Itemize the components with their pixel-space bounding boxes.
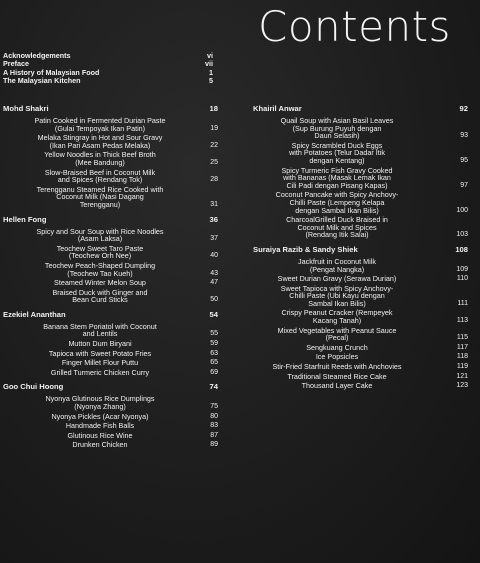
recipe-title: Tapioca with Sweet Potato Fries <box>48 348 152 358</box>
recipe-title: Mixed Vegetables with Peanut Sauce (Pecal) <box>277 325 397 343</box>
recipe-page: 69 <box>210 368 218 376</box>
chef-name: Khairil Anwar <box>253 104 302 113</box>
recipe-entry <box>253 275 468 283</box>
recipe-title: Sweet Tapioca with Spicy Anchovy- Chilli Paste (Ubi Kayu dengan Sambal Ikan Bilis) <box>280 283 394 308</box>
recipe-page: 123 <box>456 382 468 390</box>
chef-section <box>3 382 218 449</box>
recipe-entry <box>253 327 468 342</box>
recipe-page: 100 <box>456 206 468 214</box>
recipe-page: 93 <box>460 132 468 140</box>
recipe-page: 97 <box>460 181 468 189</box>
chef-section <box>3 104 218 209</box>
front-matter-page: vi <box>207 51 213 60</box>
recipe-title: Traditional Steamed Rice Cake <box>287 371 387 381</box>
recipe-entry <box>3 186 218 209</box>
recipe-page: 22 <box>210 141 218 149</box>
front-matter-page: 5 <box>209 76 213 86</box>
chef-section <box>3 310 218 377</box>
recipe-page: 117 <box>456 343 468 351</box>
chef-name: Suraiya Razib & Sandy Shiek <box>253 244 358 254</box>
recipe-entry <box>3 432 218 440</box>
recipe-title: Sweet Durian Gravy (Serawa Durian) <box>277 274 397 284</box>
recipe-entry <box>253 167 468 190</box>
recipe-entry <box>3 369 218 377</box>
recipe-page: 25 <box>210 158 218 166</box>
recipe-entry <box>3 289 218 304</box>
recipe-page: 111 <box>457 299 468 307</box>
recipe-title: Nyonya Glutinous Rice Dumplings (Nyonya Zhang) <box>45 394 155 412</box>
recipe-page: 103 <box>456 231 468 239</box>
front-matter-page: 1 <box>209 67 213 77</box>
recipe-page: 47 <box>210 279 218 287</box>
chef-heading <box>253 245 468 254</box>
chef-heading <box>3 382 218 391</box>
recipe-title: Finger Millet Flour Puttu <box>61 358 139 368</box>
recipe-entry <box>253 382 468 390</box>
chef-heading <box>3 104 218 113</box>
chef-page: 36 <box>209 214 218 224</box>
recipe-title: Mutton Dum Biryani <box>68 339 132 349</box>
chef-section <box>253 104 468 239</box>
recipe-title: Crispy Peanut Cracker (Rempeyek Kacang Tanah) <box>281 308 393 326</box>
recipe-page: 118 <box>456 353 468 361</box>
chef-name: Ezekiel Ananthan <box>3 309 66 319</box>
recipe-page: 31 <box>210 200 218 208</box>
left-column <box>3 104 218 455</box>
recipe-entry <box>3 323 218 338</box>
recipe-page: 87 <box>210 431 218 439</box>
chef-page: 108 <box>455 244 468 254</box>
recipe-title: Jackfruit in Coconut Milk (Pengat Nangka) <box>298 256 376 274</box>
recipe-title: Ice Popsicles <box>315 352 359 362</box>
recipe-page: 95 <box>460 156 468 164</box>
recipe-page: 50 <box>210 296 218 304</box>
recipe-entry <box>253 258 468 273</box>
recipe-page: 121 <box>456 372 468 380</box>
recipe-title: Spicy Scrambled Duck Eggs with Potatoes (Telur Dadar Itik dengan Kentang) <box>289 140 385 165</box>
recipe-page: 115 <box>456 334 468 342</box>
chef-heading <box>3 310 218 319</box>
recipe-entry <box>3 117 218 132</box>
recipe-entry <box>3 359 218 367</box>
recipe-title: Spicy Turmeric Fish Gravy Cooked with Bananas (Masak Lemak Ikan Cili Padi dengan Pisang Kapas) <box>281 165 393 190</box>
recipe-title: Sengkuang Crunch <box>306 342 368 352</box>
front-matter-label: A History of Malaysian Food <box>3 67 100 77</box>
recipe-title: Stir-Fried Starfruit Reeds with Anchovies <box>272 362 402 372</box>
chef-name: Mohd Shakri <box>3 104 49 113</box>
recipe-entry <box>3 262 218 277</box>
recipe-title: Teochew Peach-Shaped Dumpling (Teochew Tao Kueh) <box>44 260 156 278</box>
recipe-title: Slow-Braised Beef in Coconut Milk and Spices (Rendang Tok) <box>44 167 156 185</box>
recipe-title: Spicy and Sour Soup with Rice Noodles (Asam Laksa) <box>36 226 164 244</box>
page-title: Contents <box>258 2 451 51</box>
chef-page: 92 <box>459 104 468 113</box>
recipe-title: Nyonya Pickles (Acar Nyonya) <box>51 411 149 421</box>
recipe-title: Braised Duck with Ginger and Bean Curd Sticks <box>52 287 148 305</box>
recipe-entry <box>253 285 468 308</box>
recipe-title: Banana Stem Poriatol with Coconut and Lentils <box>43 321 157 339</box>
recipe-title: Thousand Layer Cake <box>301 381 373 391</box>
front-matter-label: The Malaysian Kitchen <box>3 76 81 86</box>
recipe-page: 59 <box>210 340 218 348</box>
chef-heading <box>3 215 218 224</box>
front-matter-label: Preface <box>3 59 29 69</box>
recipe-entry <box>3 245 218 260</box>
chef-section <box>3 215 218 304</box>
recipe-title: Terengganu Steamed Rice Cooked with Coconut Milk (Nasi Dagang Terengganu) <box>36 184 164 209</box>
recipe-title: Yellow Noodles in Thick Beef Broth (Mee Bandung) <box>44 150 156 167</box>
recipe-entry <box>3 350 218 358</box>
recipe-entry <box>3 151 218 166</box>
recipe-title: Glutinous Rice Wine <box>67 430 133 440</box>
recipe-entry <box>253 373 468 381</box>
chef-name: Goo Chui Hoong <box>3 382 64 392</box>
recipe-entry <box>253 142 468 165</box>
chef-name: Hellen Fong <box>3 214 47 224</box>
recipe-entry <box>3 441 218 449</box>
recipe-page: 83 <box>210 422 218 430</box>
recipe-entry <box>3 134 218 149</box>
recipe-entry <box>253 117 468 140</box>
chef-page: 18 <box>209 104 218 113</box>
chef-heading <box>253 104 468 113</box>
recipe-entry <box>253 363 468 371</box>
recipe-entry <box>3 413 218 421</box>
recipe-entry <box>253 309 468 324</box>
recipe-entry <box>3 228 218 243</box>
recipe-page: 37 <box>210 235 218 243</box>
recipe-page: 65 <box>210 359 218 367</box>
recipe-page: 113 <box>456 317 468 325</box>
recipe-entry <box>3 395 218 410</box>
recipe-entry <box>3 169 218 184</box>
recipe-page: 110 <box>456 275 468 283</box>
recipe-page: 89 <box>210 441 218 449</box>
recipe-title: Coconut Pancake with Spicy Anchovy- Chilli Paste (Lempeng Kelapa dengan Sambal Ikan Bilis) <box>275 190 399 215</box>
front-matter-item <box>3 52 213 60</box>
recipe-page: 119 <box>456 363 468 371</box>
recipe-title: Melaka Stingray in Hot and Sour Gravy (Ikan Pari Asam Pedas Melaka) <box>37 133 163 150</box>
recipe-title: Handmade Fish Balls <box>65 421 135 431</box>
recipe-page: 75 <box>210 403 218 411</box>
recipe-title: Steamed Winter Melon Soup <box>54 278 146 288</box>
recipe-title: Grilled Turmeric Chicken Curry <box>50 367 150 377</box>
recipe-entry <box>3 340 218 348</box>
recipe-title: CharcoalGrilled Duck Braised in Coconut Milk and Spices (Rendang Itik Salai) <box>286 215 388 240</box>
recipe-entry <box>253 353 468 361</box>
recipe-page: 63 <box>210 349 218 357</box>
recipe-entry <box>3 422 218 430</box>
recipe-title: Drunken Chicken <box>72 440 128 450</box>
chef-page: 74 <box>209 382 218 392</box>
recipe-entry <box>253 344 468 352</box>
recipe-entry <box>253 216 468 239</box>
recipe-title: Patin Cooked in Fermented Durian Paste (Gulai Tempoyak Ikan Patin) <box>34 116 166 133</box>
front-matter-label: Acknowledgements <box>3 51 71 60</box>
front-matter-list <box>3 52 213 86</box>
recipe-page: 40 <box>210 252 218 260</box>
recipe-page: 28 <box>210 176 218 184</box>
recipe-title: Teochew Sweet Taro Paste (Teochew Orh Nee) <box>56 243 144 261</box>
recipe-entry <box>253 191 468 214</box>
recipe-page: 55 <box>210 330 218 338</box>
front-matter-page: vii <box>205 59 213 69</box>
chef-section <box>253 245 468 390</box>
recipe-page: 80 <box>210 412 218 420</box>
recipe-page: 109 <box>456 265 468 273</box>
recipe-entry <box>3 279 218 287</box>
recipe-page: 19 <box>210 124 218 132</box>
recipe-title: Quail Soup with Asian Basil Leaves (Sup Burung Puyuh dengan Daun Selasih) <box>280 116 394 141</box>
recipe-page: 43 <box>210 269 218 277</box>
front-matter-item <box>3 77 213 85</box>
right-column <box>253 104 468 396</box>
chef-page: 54 <box>209 309 218 319</box>
